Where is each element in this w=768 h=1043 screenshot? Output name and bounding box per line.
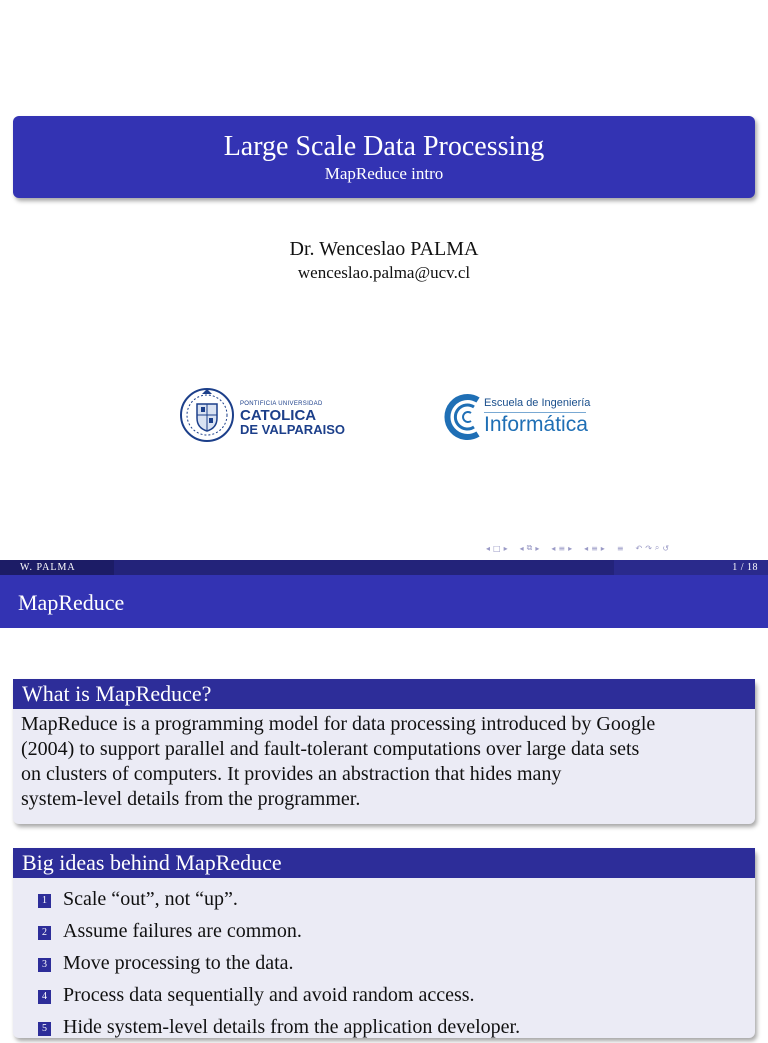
definition-block [13,679,755,824]
body-line: on clusters of computers. It provides an abstraction that hides many [21,763,562,785]
item-number: 4 [38,990,51,1004]
informatica-logo-line1: Escuela de Ingeniería [484,397,591,409]
block-title: What is MapReduce? [13,679,755,709]
author-name: Dr. Wenceslao PALMA [289,238,479,260]
item-text: Hide system-level details from the application developer. [63,1015,521,1038]
nav-refresh-icon[interactable]: ↺ [662,543,670,553]
nav-section-icon[interactable]: ≡ [591,543,598,553]
ucv-logo [180,384,350,446]
body-line: MapReduce is a programming model for data processing introduced by Google [21,713,656,735]
list-item [38,979,755,1011]
list-item [38,947,755,979]
item-number: 5 [38,1022,51,1036]
item-number: 3 [38,958,51,972]
footer-page-number: 1 / 18 [732,562,758,573]
informatica-logo-text [484,397,590,436]
item-text: Process data sequentially and avoid random access. [63,983,475,1006]
nav-next-icon[interactable]: ▸ [600,543,605,553]
ucv-logo-text [240,400,345,437]
nav-prev-icon[interactable]: ◂ [486,543,491,553]
nav-next-icon[interactable]: ▸ [535,543,540,553]
nav-frame-icon[interactable]: □ [493,543,501,553]
nav-back-icon[interactable]: ↶ [635,543,643,553]
informatica-logo [444,394,594,444]
beamer-nav-bar [486,542,669,554]
nav-next-icon[interactable]: ▸ [503,543,508,553]
ucv-logo-line3: DE VALPARAISO [240,422,345,437]
frame-title: MapReduce [0,575,768,628]
nav-next-icon[interactable]: ▸ [568,543,573,553]
list-item [38,883,755,915]
nav-prev-icon[interactable]: ◂ [584,543,589,553]
list-item [38,915,755,947]
nav-search-icon[interactable]: ⌕ [654,543,660,552]
footer-author: W. PALMA [0,560,114,575]
block-body [13,709,755,820]
item-number: 1 [38,894,51,908]
nav-prev-icon[interactable]: ◂ [551,543,556,553]
nav-section-icon[interactable]: ≡ [558,543,566,553]
author-email: wenceslao.palma@ucv.cl [297,263,471,282]
body-line: system-level details from the programmer. [21,788,361,810]
body-line: (2004) to support parallel and fault-tolerant computations over large data sets [21,738,640,760]
content-slide [0,575,768,1038]
logo-rule [484,412,586,413]
item-text: Move processing to the data. [63,951,294,974]
item-number: 2 [38,926,51,940]
title-box [13,116,755,198]
list-item [38,1011,755,1043]
footer-middle [114,560,614,575]
enumerated-list [13,878,755,1043]
big-ideas-block [13,848,755,1038]
ucv-logo-line1: PONTIFICIA UNIVERSIDAD [240,401,323,407]
nav-subsection-icon[interactable]: ⧉ [526,543,533,552]
footer-bar [0,560,768,575]
nav-toc-icon[interactable]: ≡ [616,543,624,553]
nav-forward-icon[interactable]: ↷ [645,543,652,553]
slide-title: Large Scale Data Processing [223,131,545,162]
item-text: Scale “out”, not “up”. [63,887,238,910]
block-title: Big ideas behind MapReduce [13,848,755,878]
author-block [0,236,768,284]
item-text: Assume failures are common. [63,919,302,942]
university-seal-icon [180,384,240,446]
informatica-logo-line2: Informática [484,413,588,436]
slide-subtitle: MapReduce intro [324,164,444,183]
nav-prev-icon[interactable]: ◂ [519,543,524,553]
informatica-mark-icon [444,394,482,440]
ucv-logo-line2: CATOLICA [240,407,317,424]
